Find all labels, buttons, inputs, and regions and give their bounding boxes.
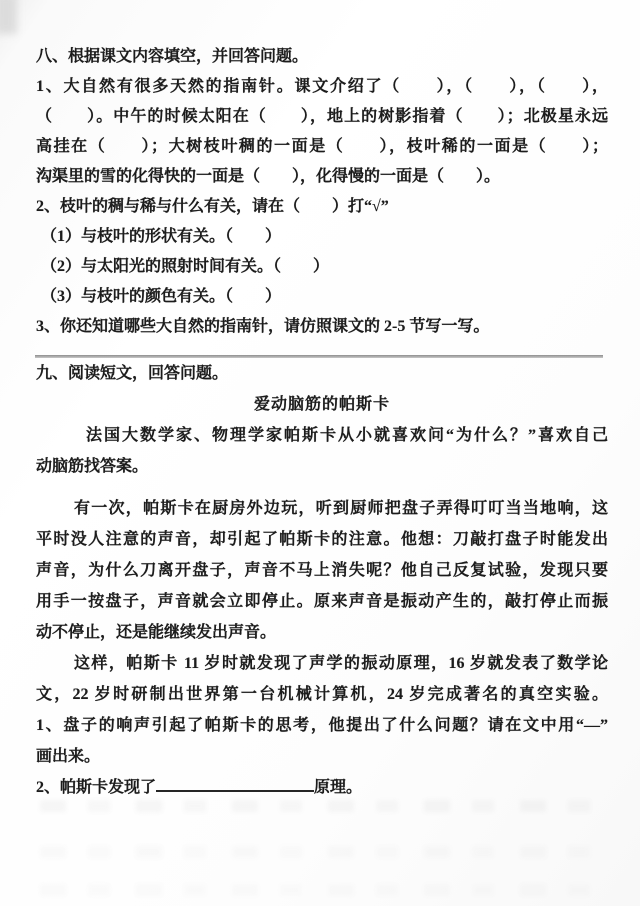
section-9-heading: 九、阅读短文，回答问题。	[36, 365, 229, 382]
paper-bleed-artifact	[40, 846, 600, 858]
question-2-prompt: 2、枝叶的稠与稀与什么有关，请在（ ）打“√”	[36, 198, 389, 215]
photo-corner-shadow	[0, 0, 17, 34]
passage-line: 法国大数学家、物理学家帕斯卡从小就喜欢问“为什么？”喜欢自己	[86, 427, 608, 444]
worksheet-line: （ ）。中午的时候太阳在（ ），地上的树影指着（ ）；北极星永远	[36, 108, 608, 125]
passage-line: 声音，为什么刀离开盘子，声音不马上消失呢？他自己反复试验，发现只要	[36, 562, 608, 579]
reading-question-2-prefix: 2、帕斯卡发现了	[36, 779, 157, 796]
section-8-fill-in-blanks	[36, 42, 608, 342]
passage-line: 用手一按盘子，声音就会立即停止。原来声音是振动产生的，敲打停止而振	[36, 593, 608, 610]
question-3-prompt: 3、你还知道哪些大自然的指南针，请仿照课文的 2-5 节写一写。	[36, 318, 490, 335]
reading-question-2	[36, 772, 608, 803]
question-2-option: （2）与太阳光的照射时间有关。（ ）	[41, 258, 330, 275]
question-2-option: （3）与枝叶的颜色有关。（ ）	[41, 288, 282, 305]
reading-question-2-suffix: 原理。	[314, 779, 363, 796]
worksheet-line: 1、大自然有很多天然的指南针。课文介绍了（ ），（ ），（ ），	[36, 78, 608, 95]
answer-blank-line	[156, 778, 314, 792]
passage-line: 有一次，帕斯卡在厨房外边玩，听到厨师把盘子弄得叮叮当当地响，这	[74, 500, 608, 517]
passage-title: 爱动脑筋的帕斯卡	[253, 396, 390, 413]
passage-line: 文，22 岁时研制出世界第一台机械计算机，24 岁完成著名的真空实验。	[36, 686, 608, 703]
worksheet-line: 沟渠里的雪的化得快的一面是（ ），化得慢的一面是（ ）。	[36, 168, 501, 185]
paper-bleed-artifact	[40, 884, 600, 896]
passage-line: 平时没人注意的声音，却引起了帕斯卡的注意。他想：刀敲打盘子时能发出	[36, 531, 608, 548]
passage-line: 这样，帕斯卡 11 岁时就发现了声学的振动原理，16 岁就发表了数学论	[74, 655, 608, 672]
question-2-option: （1）与枝叶的形状有关。（ ）	[41, 228, 282, 245]
section-9-reading	[36, 358, 608, 803]
passage-line: 动脑筋找答案。	[36, 458, 149, 475]
reading-question-1: 1、盘子的响声引起了帕斯卡的思考，他提出了什么问题？请在文中用“—”	[36, 717, 608, 734]
section-8-heading: 八、根据课文内容填空，并回答问题。	[36, 48, 309, 65]
passage-line: 动不停止，还是能继续发出声音。	[36, 624, 277, 641]
worksheet-line: 高挂在（ ）；大树枝叶稠的一面是（ ），枝叶稀的一面是（ ）；	[36, 138, 608, 155]
paper-bleed-artifact	[40, 800, 600, 812]
reading-question-1-continued: 画出来。	[36, 748, 101, 765]
